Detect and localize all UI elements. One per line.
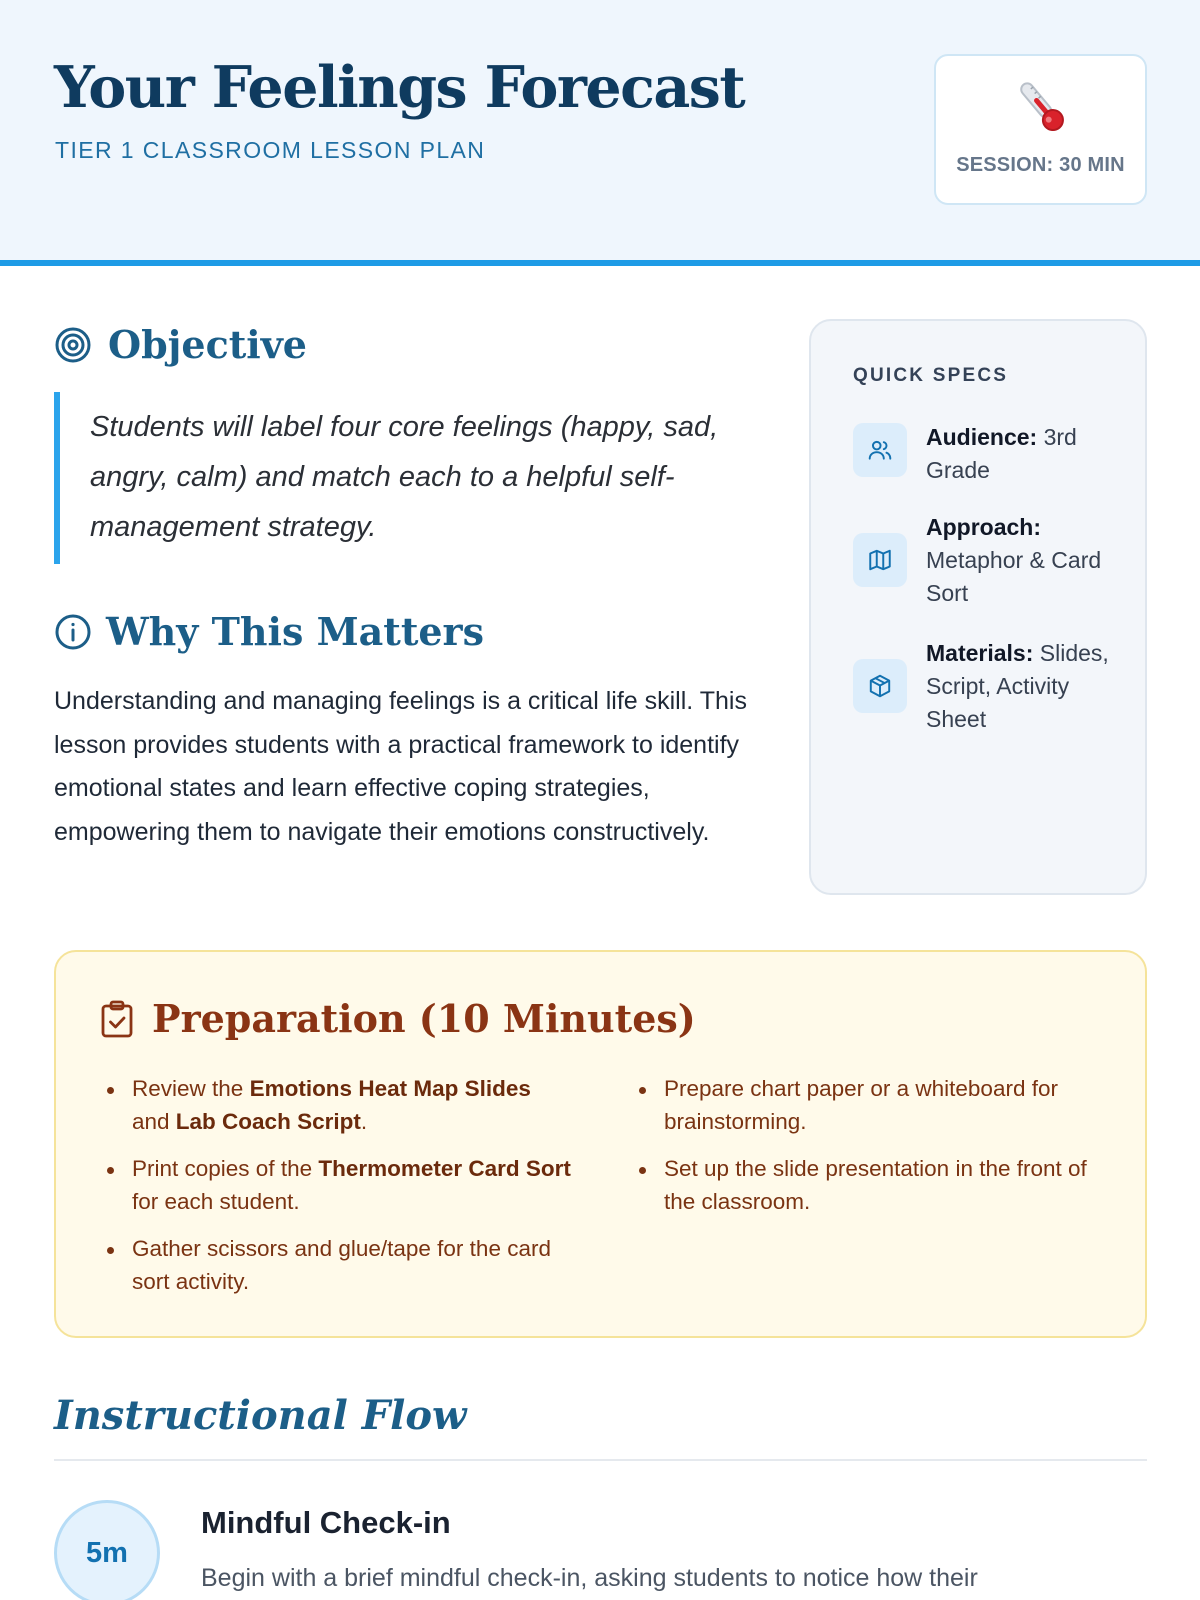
page-subtitle: TIER 1 CLASSROOM LESSON PLAN: [55, 137, 486, 163]
map-icon: [853, 533, 907, 587]
objective-heading: [54, 322, 307, 367]
spec-audience-value: 3rd Grade: [926, 424, 1077, 483]
spec-audience: [853, 421, 1123, 491]
prep-item: Prepare chart paper or a whiteboard for brainstorming.: [634, 1072, 1119, 1138]
prep-item: Print copies of the Thermometer Card Sort for each student.: [102, 1152, 572, 1218]
users-icon: [853, 423, 907, 477]
why-heading: [54, 609, 484, 654]
box-icon: [853, 659, 907, 713]
objective-text: Students will label four core feelings (happy, sad, angry, calm) and match each to a helpful self-management strategy.: [54, 392, 754, 564]
page-title: Your Feelings Forecast: [54, 54, 745, 121]
spec-materials: [853, 637, 1123, 737]
preparation-heading-text: Preparation (10 Minutes): [152, 996, 696, 1041]
spec-audience-text: [926, 421, 1121, 487]
step-title: Mindful Check-in: [201, 1505, 451, 1540]
target-icon: [54, 326, 92, 364]
divider: [54, 1459, 1147, 1461]
prep-item: Gather scissors and glue/tape for the card sort activity.: [102, 1232, 572, 1298]
spec-materials-value: Slides, Script, Activity Sheet: [926, 640, 1109, 732]
session-duration: SESSION: 30 MIN: [956, 154, 1125, 176]
instructional-flow-heading: Instructional Flow: [54, 1392, 467, 1439]
why-heading-text: Why This Matters: [106, 609, 484, 654]
quick-specs-title: QUICK SPECS: [853, 365, 1009, 386]
quick-specs-panel: [809, 319, 1147, 895]
spec-approach-text: [926, 511, 1121, 610]
preparation-card: [54, 950, 1147, 1338]
prep-item: Review the Emotions Heat Map Slides and Lab Coach Script.: [102, 1072, 572, 1138]
spec-materials-text: [926, 637, 1121, 736]
header: [0, 0, 1200, 266]
thermometer-icon: [1014, 76, 1070, 138]
prep-item: Set up the slide presentation in the front of the classroom.: [634, 1152, 1119, 1218]
objective-heading-text: Objective: [108, 322, 307, 367]
preparation-heading: [100, 996, 696, 1041]
spec-audience-label: Audience:: [926, 424, 1038, 450]
spec-approach-label: Approach:: [926, 514, 1041, 540]
info-icon: [54, 613, 92, 651]
spec-materials-label: Materials:: [926, 640, 1034, 666]
clipboard-check-icon: [100, 1000, 134, 1038]
step-description: Begin with a brief mindful check-in, asking students to notice how their: [201, 1564, 978, 1592]
preparation-list-right: [634, 1072, 1119, 1232]
why-text: Understanding and managing feelings is a critical life skill. This lesson provides students with a practical framework to identify emotional states and learn effective coping strategies, empowering them to navigate their emotions constructively.: [54, 687, 747, 846]
session-card: [934, 54, 1147, 205]
step-duration-badge: 5m: [54, 1500, 160, 1600]
spec-approach-value: Metaphor & Card Sort: [926, 547, 1102, 606]
preparation-list-left: [102, 1072, 572, 1312]
spec-approach: [853, 511, 1123, 611]
